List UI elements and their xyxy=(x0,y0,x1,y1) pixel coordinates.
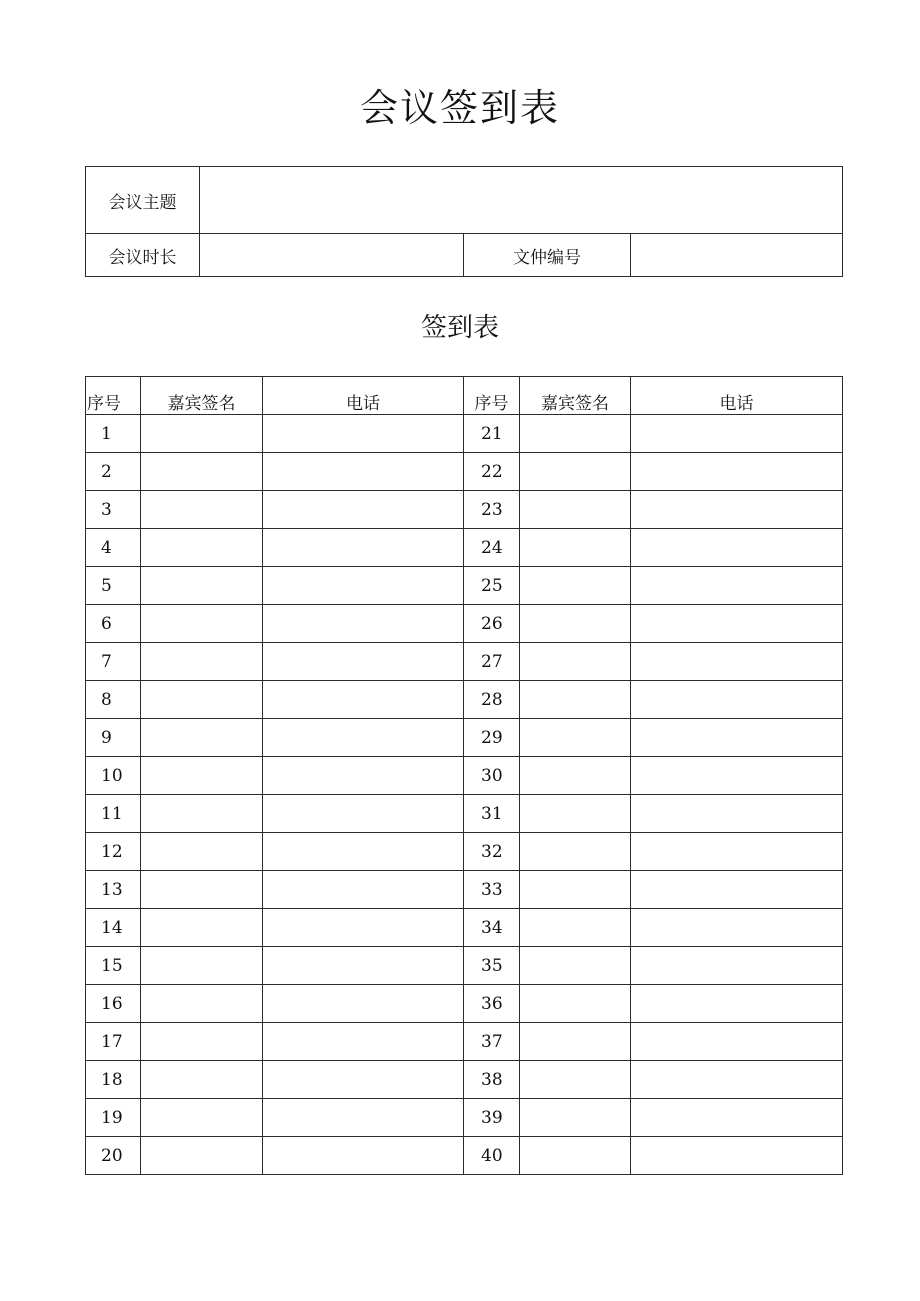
phone-cell[interactable] xyxy=(631,529,843,567)
phone-cell[interactable] xyxy=(263,719,464,757)
signature-cell[interactable] xyxy=(520,491,631,529)
phone-cell[interactable] xyxy=(263,947,464,985)
row-number: 29 xyxy=(464,719,520,757)
phone-cell[interactable] xyxy=(263,985,464,1023)
phone-cell[interactable] xyxy=(631,643,843,681)
signature-cell[interactable] xyxy=(520,567,631,605)
row-number: 16 xyxy=(86,985,141,1023)
signature-cell[interactable] xyxy=(520,605,631,643)
signature-cell[interactable] xyxy=(141,719,263,757)
row-number: 23 xyxy=(464,491,520,529)
signature-cell[interactable] xyxy=(141,453,263,491)
table-row xyxy=(86,833,843,871)
table-row xyxy=(86,1099,843,1137)
signature-cell[interactable] xyxy=(141,1099,263,1137)
phone-cell[interactable] xyxy=(631,947,843,985)
header-phone: 电话 xyxy=(263,377,464,415)
row-number: 2 xyxy=(86,453,141,491)
row-number: 38 xyxy=(464,1061,520,1099)
signature-cell[interactable] xyxy=(520,947,631,985)
row-number: 32 xyxy=(464,833,520,871)
table-row xyxy=(86,757,843,795)
table-row xyxy=(86,719,843,757)
row-number: 31 xyxy=(464,795,520,833)
table-header-row xyxy=(86,377,843,415)
table-row xyxy=(86,605,843,643)
phone-cell[interactable] xyxy=(263,909,464,947)
header-signature: 嘉宾签名 xyxy=(520,377,631,415)
doc-number-label: 文仲编号 xyxy=(464,234,631,277)
phone-cell[interactable] xyxy=(631,985,843,1023)
phone-cell[interactable] xyxy=(263,567,464,605)
row-number: 36 xyxy=(464,985,520,1023)
table-row xyxy=(86,529,843,567)
signature-cell[interactable] xyxy=(520,719,631,757)
row-number: 28 xyxy=(464,681,520,719)
signature-cell[interactable] xyxy=(141,567,263,605)
row-number: 22 xyxy=(464,453,520,491)
signature-cell[interactable] xyxy=(141,1137,263,1175)
duration-row xyxy=(86,234,843,277)
table-row xyxy=(86,909,843,947)
table-row xyxy=(86,567,843,605)
header-seq: 序号 xyxy=(86,377,141,415)
row-number: 3 xyxy=(86,491,141,529)
row-number: 8 xyxy=(86,681,141,719)
signature-cell[interactable] xyxy=(520,681,631,719)
row-number: 12 xyxy=(86,833,141,871)
row-number: 5 xyxy=(86,567,141,605)
phone-cell[interactable] xyxy=(631,795,843,833)
row-number: 25 xyxy=(464,567,520,605)
signature-cell[interactable] xyxy=(141,757,263,795)
row-number: 27 xyxy=(464,643,520,681)
phone-cell[interactable] xyxy=(631,833,843,871)
row-number: 14 xyxy=(86,909,141,947)
row-number: 10 xyxy=(86,757,141,795)
topic-label: 会议主题 xyxy=(86,167,200,234)
signature-cell[interactable] xyxy=(141,909,263,947)
section-title: 签到表 xyxy=(420,313,499,343)
row-number: 4 xyxy=(86,529,141,567)
phone-cell[interactable] xyxy=(263,1099,464,1137)
row-number: 19 xyxy=(86,1099,141,1137)
row-number: 24 xyxy=(464,529,520,567)
signature-cell[interactable] xyxy=(141,491,263,529)
row-number: 33 xyxy=(464,871,520,909)
phone-cell[interactable] xyxy=(263,529,464,567)
duration-field[interactable] xyxy=(200,234,464,277)
signature-cell[interactable] xyxy=(520,1099,631,1137)
duration-label: 会议时长 xyxy=(86,234,200,277)
phone-cell[interactable] xyxy=(263,415,464,453)
table-row xyxy=(86,415,843,453)
row-number: 9 xyxy=(86,719,141,757)
row-number: 20 xyxy=(86,1137,141,1175)
phone-cell[interactable] xyxy=(263,491,464,529)
phone-cell[interactable] xyxy=(263,795,464,833)
header-phone: 电话 xyxy=(631,377,843,415)
row-number: 6 xyxy=(86,605,141,643)
signature-cell[interactable] xyxy=(520,795,631,833)
phone-cell[interactable] xyxy=(631,757,843,795)
table-row xyxy=(86,453,843,491)
topic-field[interactable] xyxy=(200,167,843,234)
phone-cell[interactable] xyxy=(263,643,464,681)
signature-cell[interactable] xyxy=(520,757,631,795)
table-row xyxy=(86,491,843,529)
phone-cell[interactable] xyxy=(263,833,464,871)
row-number: 39 xyxy=(464,1099,520,1137)
signature-cell[interactable] xyxy=(141,605,263,643)
table-row xyxy=(86,1023,843,1061)
row-number: 7 xyxy=(86,643,141,681)
phone-cell[interactable] xyxy=(631,1137,843,1175)
signature-cell[interactable] xyxy=(520,1061,631,1099)
phone-cell[interactable] xyxy=(631,719,843,757)
signature-cell[interactable] xyxy=(141,643,263,681)
sign-in-table xyxy=(85,376,843,1175)
signature-cell[interactable] xyxy=(520,833,631,871)
signature-cell[interactable] xyxy=(141,681,263,719)
table-row xyxy=(86,985,843,1023)
phone-cell[interactable] xyxy=(263,453,464,491)
signature-cell[interactable] xyxy=(520,1137,631,1175)
phone-cell[interactable] xyxy=(631,1023,843,1061)
topic-row xyxy=(86,167,843,234)
signature-cell[interactable] xyxy=(141,985,263,1023)
phone-cell[interactable] xyxy=(631,1061,843,1099)
phone-cell[interactable] xyxy=(631,605,843,643)
phone-cell[interactable] xyxy=(263,1137,464,1175)
table-row xyxy=(86,947,843,985)
row-number: 34 xyxy=(464,909,520,947)
signature-cell[interactable] xyxy=(141,1061,263,1099)
phone-cell[interactable] xyxy=(631,1099,843,1137)
signature-cell[interactable] xyxy=(520,985,631,1023)
signature-cell[interactable] xyxy=(520,529,631,567)
phone-cell[interactable] xyxy=(263,1023,464,1061)
signature-cell[interactable] xyxy=(141,871,263,909)
signature-cell[interactable] xyxy=(520,643,631,681)
row-number: 1 xyxy=(86,415,141,453)
signature-cell[interactable] xyxy=(141,415,263,453)
signature-cell[interactable] xyxy=(141,947,263,985)
doc-number-field[interactable] xyxy=(631,234,843,277)
phone-cell[interactable] xyxy=(263,681,464,719)
signature-cell[interactable] xyxy=(520,1023,631,1061)
signature-cell[interactable] xyxy=(520,453,631,491)
row-number: 17 xyxy=(86,1023,141,1061)
table-row xyxy=(86,795,843,833)
phone-cell[interactable] xyxy=(631,491,843,529)
phone-cell[interactable] xyxy=(631,681,843,719)
phone-cell[interactable] xyxy=(263,1061,464,1099)
table-row xyxy=(86,1137,843,1175)
row-number: 21 xyxy=(464,415,520,453)
row-number: 40 xyxy=(464,1137,520,1175)
row-number: 11 xyxy=(86,795,141,833)
phone-cell[interactable] xyxy=(631,415,843,453)
table-row xyxy=(86,643,843,681)
phone-cell[interactable] xyxy=(263,605,464,643)
table-row xyxy=(86,681,843,719)
row-number: 35 xyxy=(464,947,520,985)
signature-cell[interactable] xyxy=(141,1023,263,1061)
header-seq: 序号 xyxy=(464,377,520,415)
row-number: 26 xyxy=(464,605,520,643)
page-title: 会议签到表 xyxy=(359,86,560,130)
row-number: 18 xyxy=(86,1061,141,1099)
phone-cell[interactable] xyxy=(263,871,464,909)
signature-cell[interactable] xyxy=(141,833,263,871)
signature-cell[interactable] xyxy=(141,529,263,567)
phone-cell[interactable] xyxy=(631,909,843,947)
table-row xyxy=(86,871,843,909)
table-row xyxy=(86,1061,843,1099)
phone-cell[interactable] xyxy=(631,453,843,491)
row-number: 15 xyxy=(86,947,141,985)
row-number: 13 xyxy=(86,871,141,909)
phone-cell[interactable] xyxy=(631,567,843,605)
row-number: 30 xyxy=(464,757,520,795)
signature-cell[interactable] xyxy=(520,909,631,947)
meeting-info-table xyxy=(85,166,843,277)
signature-cell[interactable] xyxy=(520,415,631,453)
header-signature: 嘉宾签名 xyxy=(141,377,263,415)
signature-cell[interactable] xyxy=(520,871,631,909)
phone-cell[interactable] xyxy=(631,871,843,909)
signature-cell[interactable] xyxy=(141,795,263,833)
row-number: 37 xyxy=(464,1023,520,1061)
phone-cell[interactable] xyxy=(263,757,464,795)
